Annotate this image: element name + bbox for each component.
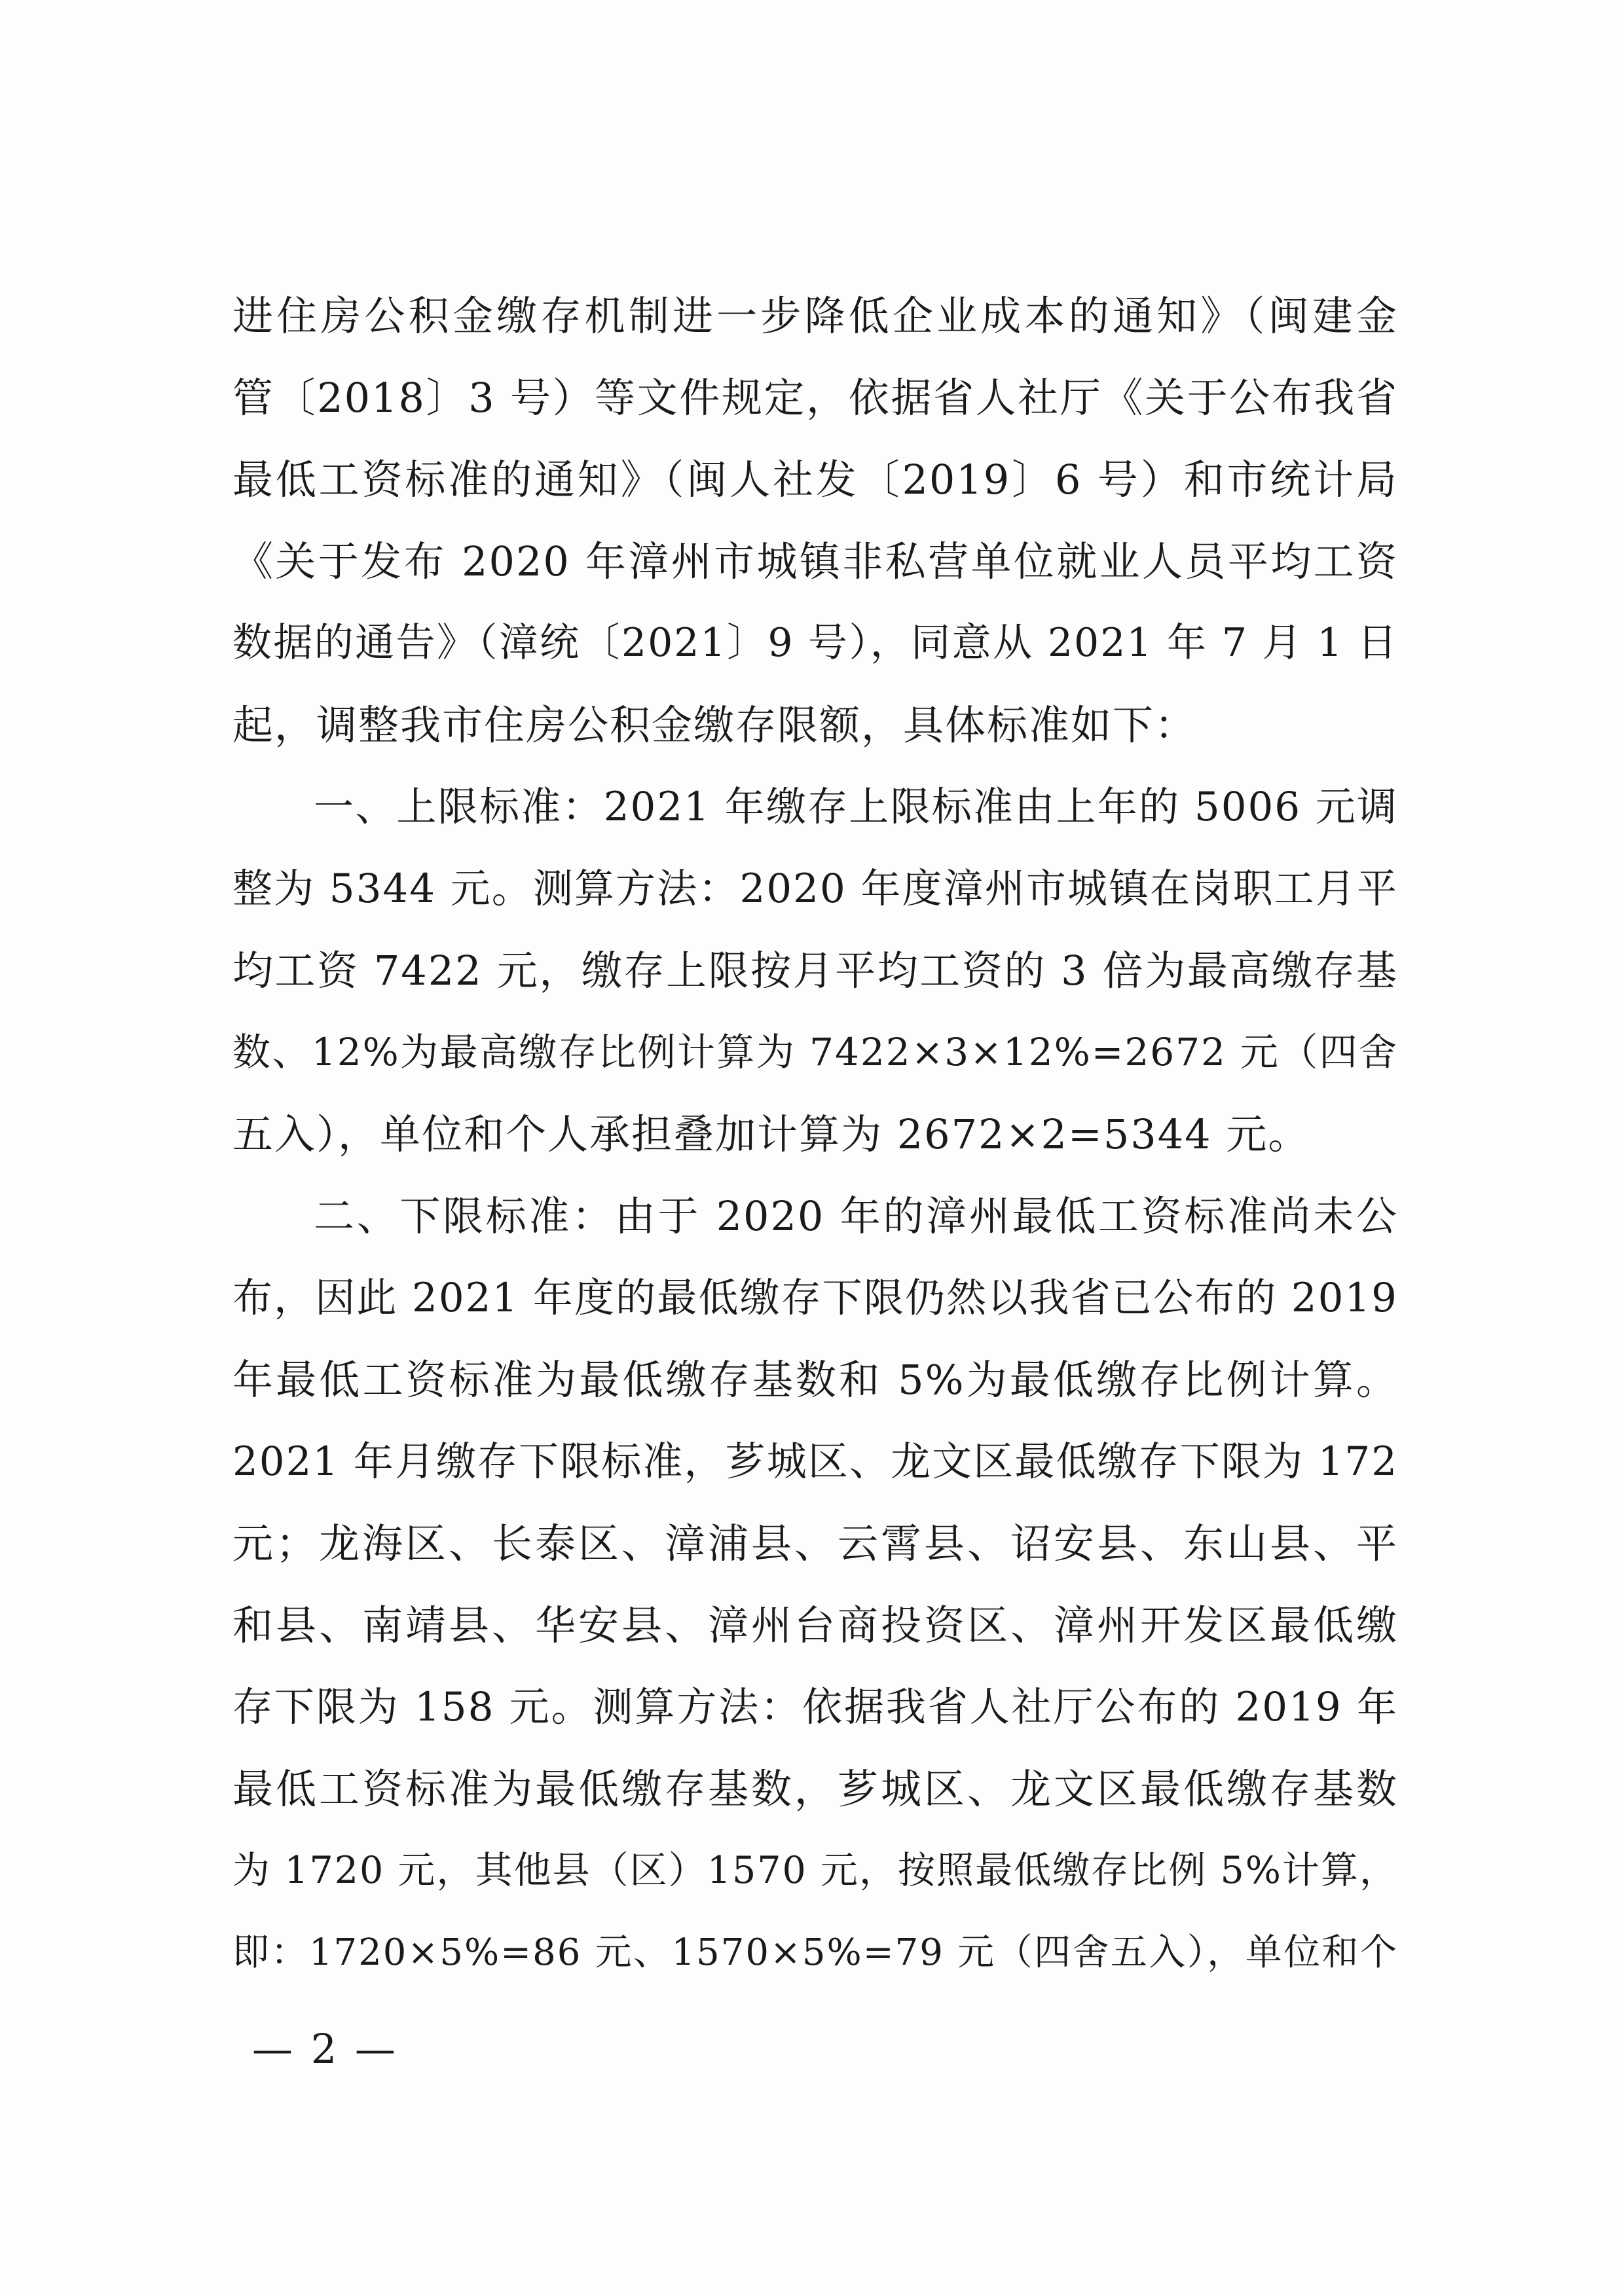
body-line-1: 进住房公积金缴存机制进一步降低企业成本的通知》（闽建金 [232, 292, 1398, 340]
paragraph-lower-limit-line-7: 存下限为 158 元。测算方法：依据我省人社厅公布的 2019 年 [232, 1684, 1398, 1730]
paragraph-lower-limit-line-6: 和县、南靖县、华安县、漳州台商投资区、漳州开发区最低缴 [232, 1601, 1398, 1649]
body-line-4: 《关于发布 2020 年漳州市城镇非私营单位就业人员平均工资 [232, 538, 1398, 585]
paragraph-lower-limit-line-8: 最低工资标准为最低缴存基数，芗城区、龙文区最低缴存基数 [232, 1765, 1398, 1813]
paragraph-upper-limit-line-5: 五入），单位和个人承担叠加计算为 2672×2=5344 元。 [232, 1110, 1310, 1158]
body-line-3: 最低工资标准的通知》（闽人社发〔2019〕6 号）和市统计局 [232, 456, 1398, 503]
page-number: — 2 — [252, 2025, 398, 2073]
document-body [232, 275, 1398, 1994]
body-line-5: 数据的通告》（漳统〔2021〕9 号），同意从 2021 年 7 月 1 日 [232, 620, 1398, 666]
paragraph-upper-limit-line-2: 整为 5344 元。测算方法：2020 年度漳州市城镇在岗职工月平 [232, 866, 1398, 912]
body-line-6: 起，调整我市住房公积金缴存限额，具体标准如下： [232, 701, 1197, 749]
paragraph-upper-limit-line-1: 一、上限标准：2021 年缴存上限标准由上年的 5006 元调 [314, 784, 1398, 830]
paragraph-lower-limit-line-2: 布，因此 2021 年度的最低缴存下限仍然以我省已公布的 2019 [232, 1275, 1398, 1321]
paragraph-lower-limit-line-5: 元；龙海区、长泰区、漳浦县、云霄县、诏安县、东山县、平 [232, 1520, 1398, 1567]
paragraph-lower-limit-line-9: 为 1720 元，其他县（区）1570 元，按照最低缴存比例 5%计算， [232, 1849, 1398, 1892]
paragraph-lower-limit-line-4: 2021 年月缴存下限标准，芗城区、龙文区最低缴存下限为 172 [232, 1438, 1398, 1485]
paragraph-lower-limit-line-1: 二、下限标准：由于 2020 年的漳州最低工资标准尚未公 [314, 1192, 1398, 1240]
paragraph-upper-limit-line-4: 数、12%为最高缴存比例计算为 7422×3×12%=2672 元（四舍 [232, 1030, 1398, 1074]
paragraph-upper-limit-line-3: 均工资 7422 元，缴存上限按月平均工资的 3 倍为最高缴存基 [232, 947, 1398, 994]
body-line-2: 管〔2018〕3 号）等文件规定，依据省人社厅《关于公布我省 [232, 374, 1398, 422]
paragraph-lower-limit-line-10: 即：1720×5%=86 元、1570×5%=79 元（四舍五入），单位和个 [232, 1931, 1398, 1974]
paragraph-lower-limit-line-3: 年最低工资标准为最低缴存基数和 5%为最低缴存比例计算。 [232, 1356, 1398, 1404]
